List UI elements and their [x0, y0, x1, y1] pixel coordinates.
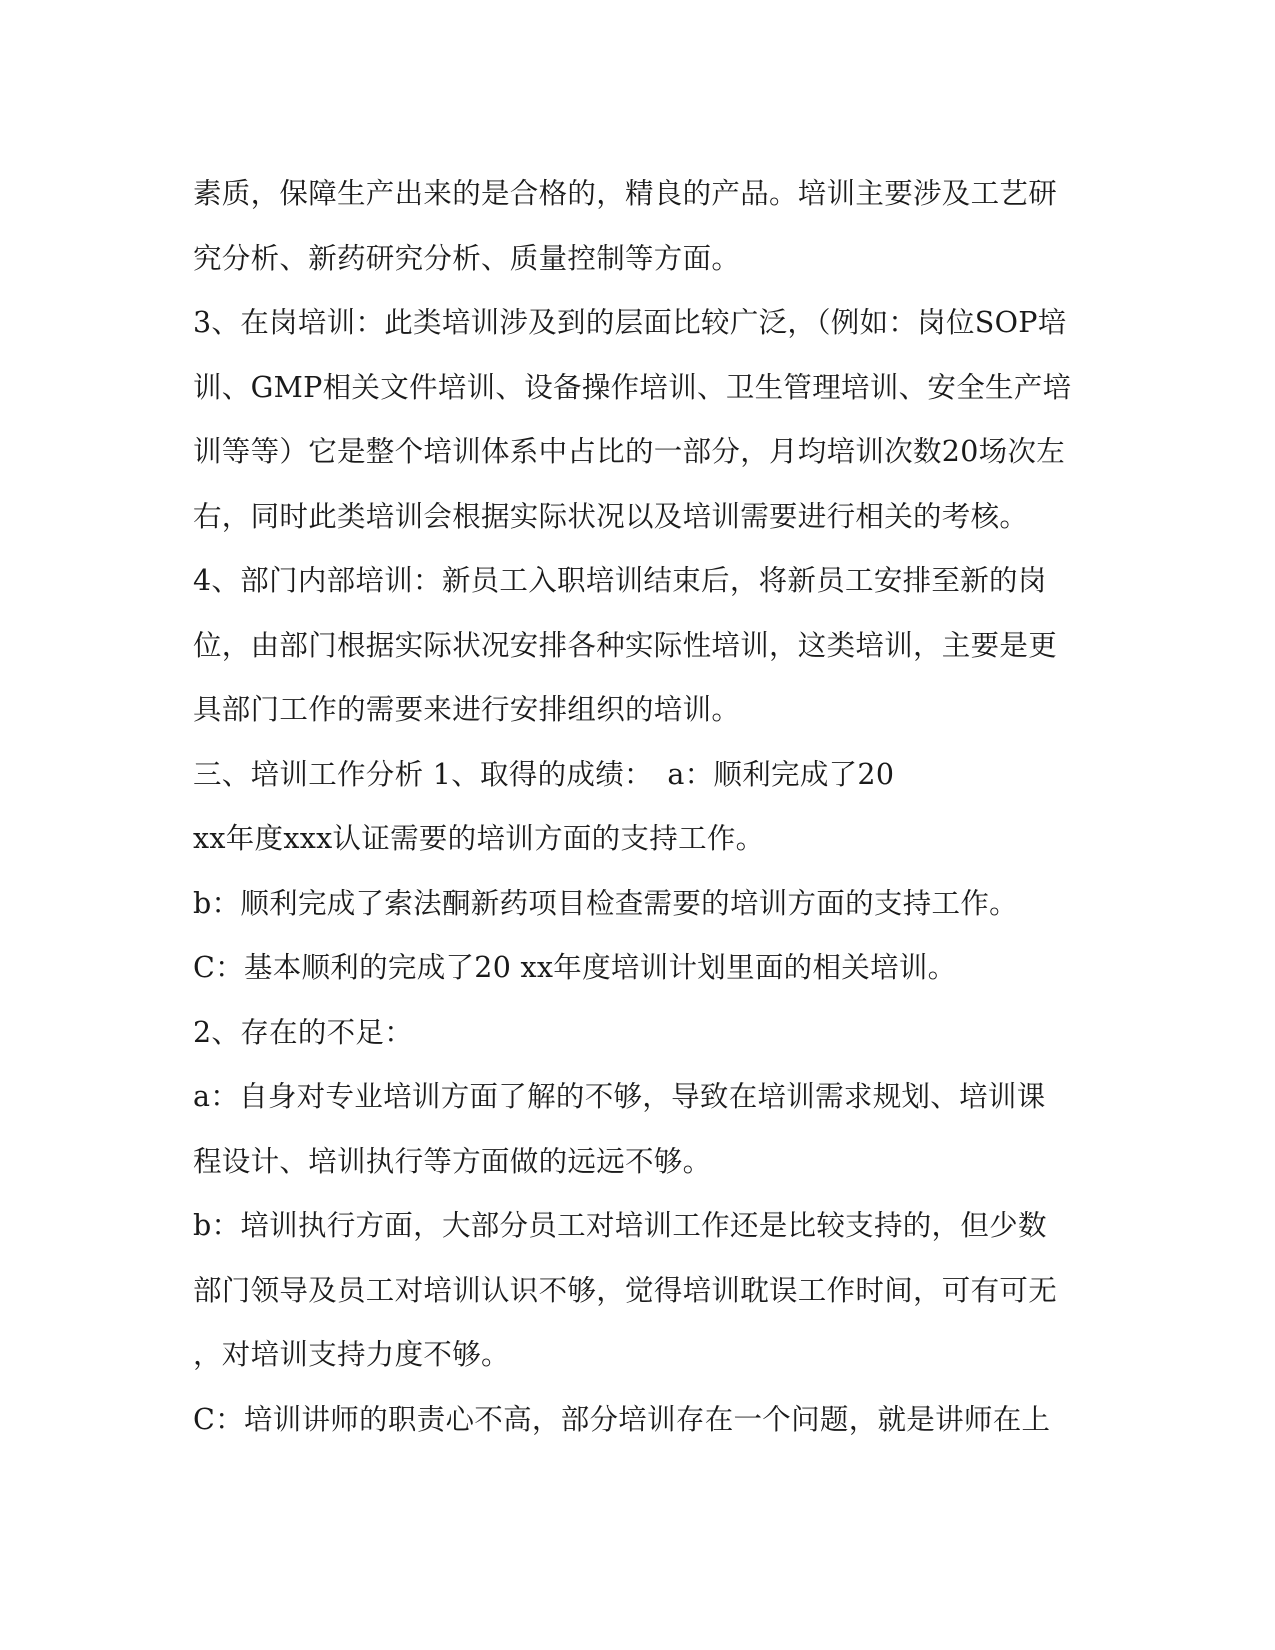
text-line: 训、GMP相关文件培训、设备操作培训、卫生管理培训、安全生产培 [193, 370, 1072, 404]
text-line: 训等等）它是整个培训体系中占比的一部分，月均培训次数20场次左 [193, 435, 1066, 468]
text-line: 素质，保障生产出来的是合格的，精良的产品。培训主要涉及工艺研 [193, 177, 1058, 210]
text-line: ，对培训支持力度不够。 [193, 1338, 510, 1371]
body-text [193, 162, 1073, 1452]
text-line: a：自身对专业培训方面了解的不够，导致在培训需求规划、培训课 [193, 1080, 1046, 1113]
text-line: 2、存在的不足： [193, 1015, 414, 1049]
text-line: 程设计、培训执行等方面做的远远不够。 [193, 1144, 712, 1178]
text-line: b：顺利完成了索法酮新药项目检查需要的培训方面的支持工作。 [193, 886, 1018, 920]
text-line: 4、部门内部培训：新员工入职培训结束后，将新员工安排至新的岗 [193, 564, 1047, 597]
text-line: 右，同时此类培训会根据实际状况以及培训需要进行相关的考核。 [193, 499, 1029, 533]
text-line: 位，由部门根据实际状况安排各种实际性培训，这类培训，主要是更 [193, 628, 1058, 662]
text-line: 具部门工作的需要来进行安排组织的培训。 [193, 693, 741, 726]
text-line: xx年度xxx认证需要的培训方面的支持工作。 [193, 822, 765, 855]
text-line: C：培训讲师的职责心不高，部分培训存在一个问题，就是讲师在上 [193, 1402, 1051, 1436]
text-line: 部门领导及员工对培训认识不够，觉得培训耽误工作时间，可有可无 [193, 1273, 1058, 1307]
text-line: b：培训执行方面，大部分员工对培训工作还是比较支持的，但少数 [193, 1209, 1047, 1242]
text-line: 究分析、新药研究分析、质量控制等方面。 [193, 241, 741, 275]
text-line: 3、在岗培训：此类培训涉及到的层面比较广泛，（例如：岗位SOP培 [193, 306, 1067, 339]
text-line: 三、培训工作分析 1、取得的成绩： a：顺利完成了20 [193, 757, 895, 791]
text-line: C：基本顺利的完成了20 xx年度培训计划里面的相关培训。 [193, 951, 957, 984]
